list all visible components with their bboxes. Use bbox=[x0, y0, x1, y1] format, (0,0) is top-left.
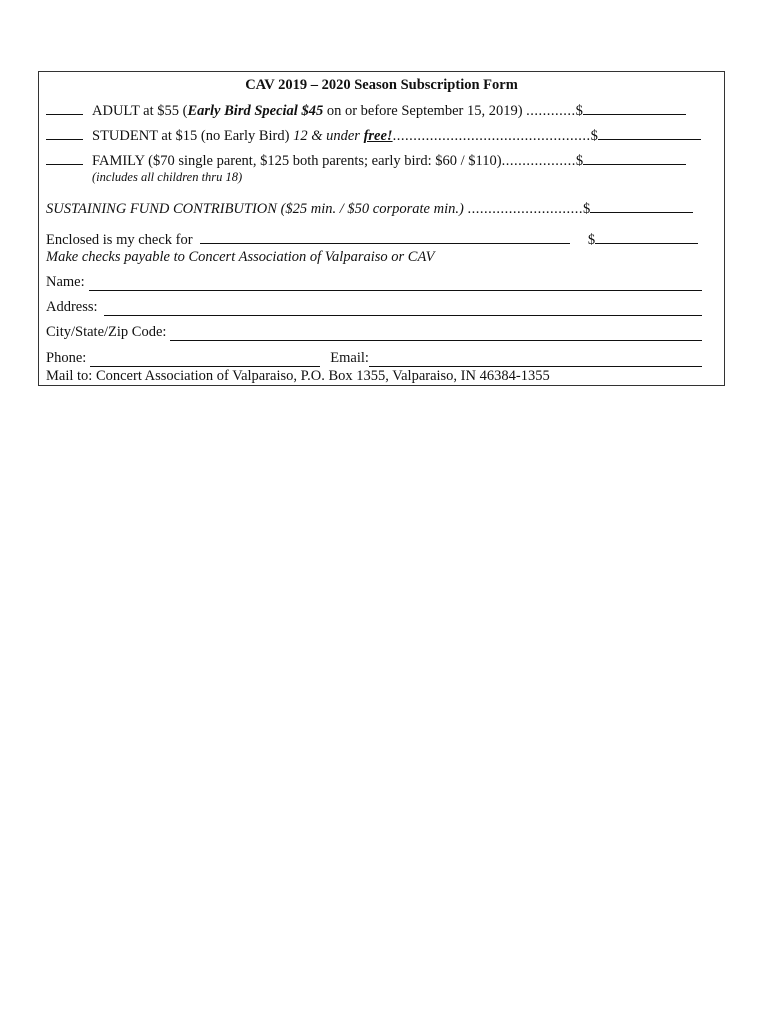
sustaining-dollar: $ bbox=[582, 201, 591, 217]
city-label: City/State/Zip Code: bbox=[46, 324, 167, 340]
student-row bbox=[46, 126, 702, 145]
enclosed-amount-field[interactable] bbox=[595, 230, 698, 244]
family-row bbox=[46, 151, 702, 170]
phone-email-row bbox=[46, 349, 702, 367]
enclosed-dollar: $ bbox=[587, 232, 596, 248]
phone-field[interactable] bbox=[90, 353, 320, 367]
family-quantity-field[interactable] bbox=[46, 151, 83, 165]
adult-quantity-field[interactable] bbox=[46, 101, 83, 115]
adult-dots: ............ bbox=[526, 103, 576, 119]
email-label: Email: bbox=[330, 350, 369, 366]
form-title: CAV 2019 – 2020 Season Subscription Form bbox=[245, 77, 518, 93]
address-field[interactable] bbox=[104, 302, 702, 316]
sustaining-dots: ............................ bbox=[467, 201, 583, 217]
adult-label-post: on or before September 15, 2019) bbox=[323, 103, 527, 119]
enclosed-row bbox=[46, 230, 702, 249]
student-dollar: $ bbox=[590, 128, 598, 144]
sustaining-row bbox=[46, 199, 702, 218]
student-free-text: free! bbox=[363, 128, 393, 144]
subscription-form bbox=[38, 71, 725, 386]
sustaining-label: SUSTAINING FUND CONTRIBUTION ($25 min. / $50 corporate min.) bbox=[46, 201, 468, 217]
student-under-text: 12 & under bbox=[293, 128, 364, 144]
address-label: Address: bbox=[46, 299, 98, 315]
student-label: STUDENT at $15 (no Early Bird) bbox=[92, 128, 294, 144]
family-label: FAMILY ($70 single parent, $125 both parents; early bird: $60 / $110) bbox=[92, 153, 502, 169]
city-row bbox=[46, 323, 702, 341]
address-row bbox=[46, 298, 702, 316]
name-field[interactable] bbox=[89, 277, 702, 291]
student-dots: ................................................ bbox=[392, 128, 591, 144]
student-amount-field[interactable] bbox=[598, 126, 701, 140]
student-quantity-field[interactable] bbox=[46, 126, 83, 140]
email-field[interactable] bbox=[369, 353, 702, 367]
family-amount-field[interactable] bbox=[583, 151, 686, 165]
adult-row bbox=[46, 101, 702, 120]
enclosed-label: Enclosed is my check for bbox=[46, 232, 193, 248]
mail-to-address: Mail to: Concert Association of Valparaiso, P.O. Box 1355, Valparaiso, IN 46384-1355 bbox=[46, 368, 550, 384]
family-dollar: $ bbox=[575, 153, 584, 169]
name-label: Name: bbox=[46, 274, 85, 290]
payable-note: Make checks payable to Concert Association of Valparaiso or CAV bbox=[46, 249, 435, 265]
sustaining-amount-field[interactable] bbox=[590, 199, 693, 213]
adult-amount-field[interactable] bbox=[583, 101, 686, 115]
phone-label: Phone: bbox=[46, 350, 87, 366]
adult-early-bird: Early Bird Special $45 bbox=[187, 103, 324, 119]
city-field[interactable] bbox=[170, 327, 702, 341]
family-note: (includes all children thru 18) bbox=[92, 170, 243, 184]
enclosed-for-field[interactable] bbox=[200, 230, 570, 244]
adult-label-pre: ADULT at $55 ( bbox=[92, 103, 188, 119]
family-dots: .................. bbox=[501, 153, 576, 169]
adult-dollar: $ bbox=[575, 103, 583, 119]
name-row bbox=[46, 273, 702, 291]
